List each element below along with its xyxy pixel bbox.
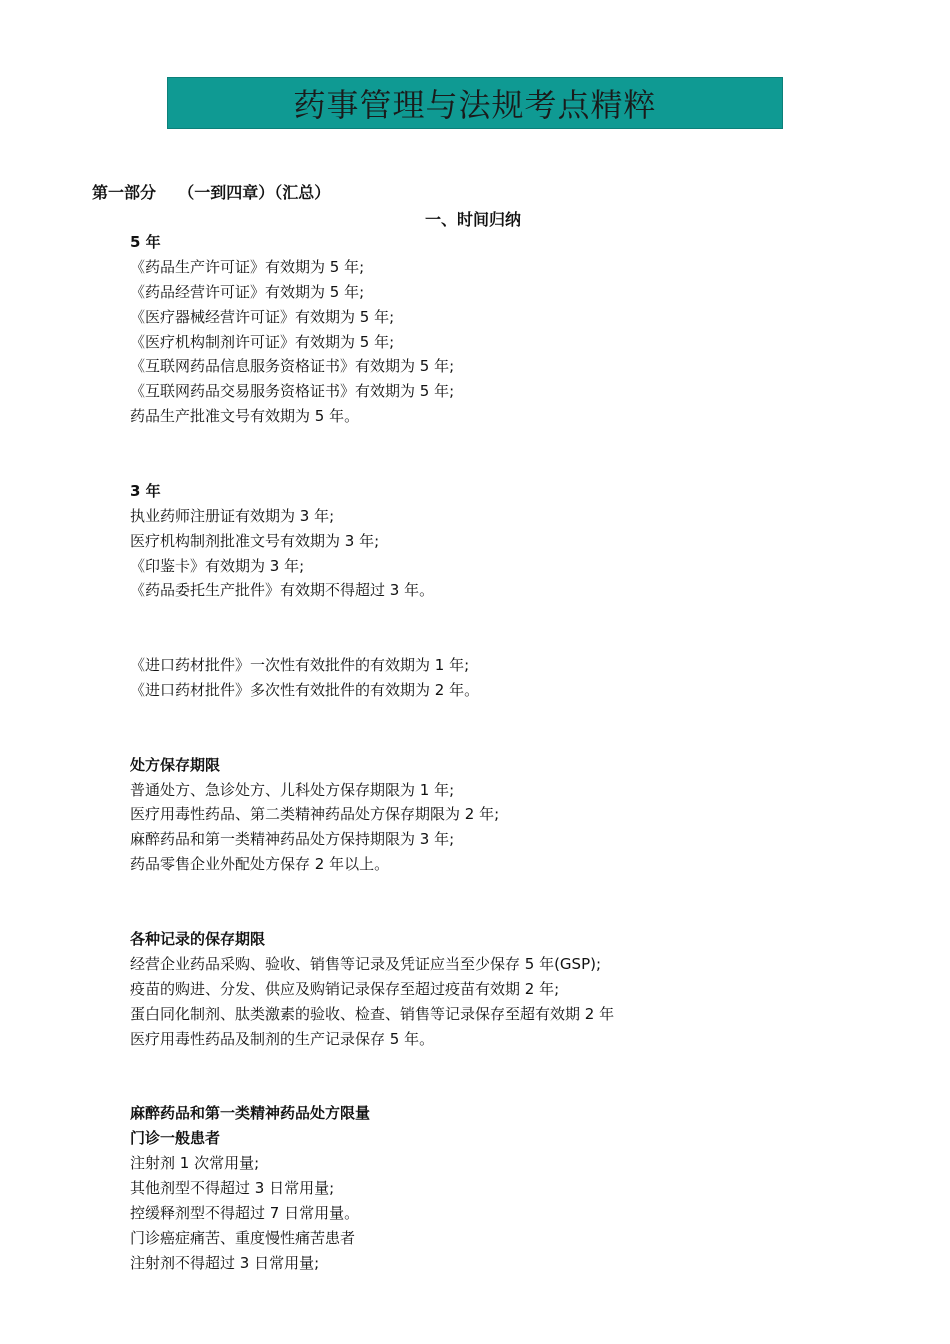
list-item: 《药品生产许可证》有效期为 5 年; [130, 257, 365, 276]
list-item: 医疗机构制剂批准文号有效期为 3 年; [130, 531, 380, 550]
document-body [130, 230, 830, 1275]
list-item: 医疗用毒性药品、第二类精神药品处方保存期限为 2 年; [130, 805, 500, 824]
subheading-outpatient-general: 门诊一般患者 [130, 1129, 221, 1148]
subheading-outpatient-cancer-pain: 门诊癌症痛苦、重度慢性痛苦患者 [130, 1228, 356, 1247]
section-heading: 一、时间归纳 [425, 210, 522, 229]
list-item: 《互联网药品交易服务资格证书》有效期为 5 年; [130, 382, 455, 401]
list-item: 经营企业药品采购、验收、销售等记录及凭证应当至少保存 5 年(GSP); [130, 954, 602, 973]
list-item: 《医疗机构制剂许可证》有效期为 5 年; [130, 332, 395, 351]
list-item: 麻醉药品和第一类精神药品处方保持期限为 3 年; [130, 830, 455, 849]
group-heading-three-year: 3 年 [130, 481, 161, 500]
document-title: 药事管理与法规考点精粹 [293, 86, 657, 124]
group-heading-narcotic-limits: 麻醉药品和第一类精神药品处方限量 [130, 1104, 371, 1123]
list-item: 《印鉴卡》有效期为 3 年; [130, 556, 305, 575]
list-item: 《互联网药品信息服务资格证书》有效期为 5 年; [130, 357, 455, 376]
list-item: 注射剂不得超过 3 日常用量; [130, 1253, 320, 1272]
part-heading: 第一部分 （一到四章）（汇总） [92, 183, 331, 202]
list-item: 《药品经营许可证》有效期为 5 年; [130, 282, 365, 301]
list-item: 其他剂型不得超过 3 日常用量; [130, 1178, 335, 1197]
list-item: 药品零售企业外配处方保存 2 年以上。 [130, 855, 390, 874]
list-item: 注射剂 1 次常用量; [130, 1153, 260, 1172]
title-banner [168, 78, 782, 128]
group-heading-prescription-retention: 处方保存期限 [130, 755, 221, 774]
list-item: 控缓释剂型不得超过 7 日常用量。 [130, 1203, 360, 1222]
group-heading-record-retention: 各种记录的保存期限 [130, 929, 266, 948]
list-item: 蛋白同化制剂、肽类激素的验收、检查、销售等记录保存至超有效期 2 年 [130, 1004, 615, 1023]
list-item: 医疗用毒性药品及制剂的生产记录保存 5 年。 [130, 1029, 435, 1048]
list-item: 《药品委托生产批件》有效期不得超过 3 年。 [130, 581, 435, 600]
list-item: 《医疗器械经营许可证》有效期为 5 年; [130, 307, 395, 326]
list-item: 《进口药材批件》多次性有效批件的有效期为 2 年。 [130, 681, 480, 700]
group-heading-five-year: 5 年 [130, 233, 161, 251]
list-item: 普通处方、急诊处方、儿科处方保存期限为 1 年; [130, 780, 455, 799]
list-item: 《进口药材批件》一次性有效批件的有效期为 1 年; [130, 656, 470, 675]
list-item: 执业药师注册证有效期为 3 年; [130, 506, 335, 525]
list-item: 疫苗的购进、分发、供应及购销记录保存至超过疫苗有效期 2 年; [130, 979, 560, 998]
list-item: 药品生产批准文号有效期为 5 年。 [130, 407, 360, 426]
